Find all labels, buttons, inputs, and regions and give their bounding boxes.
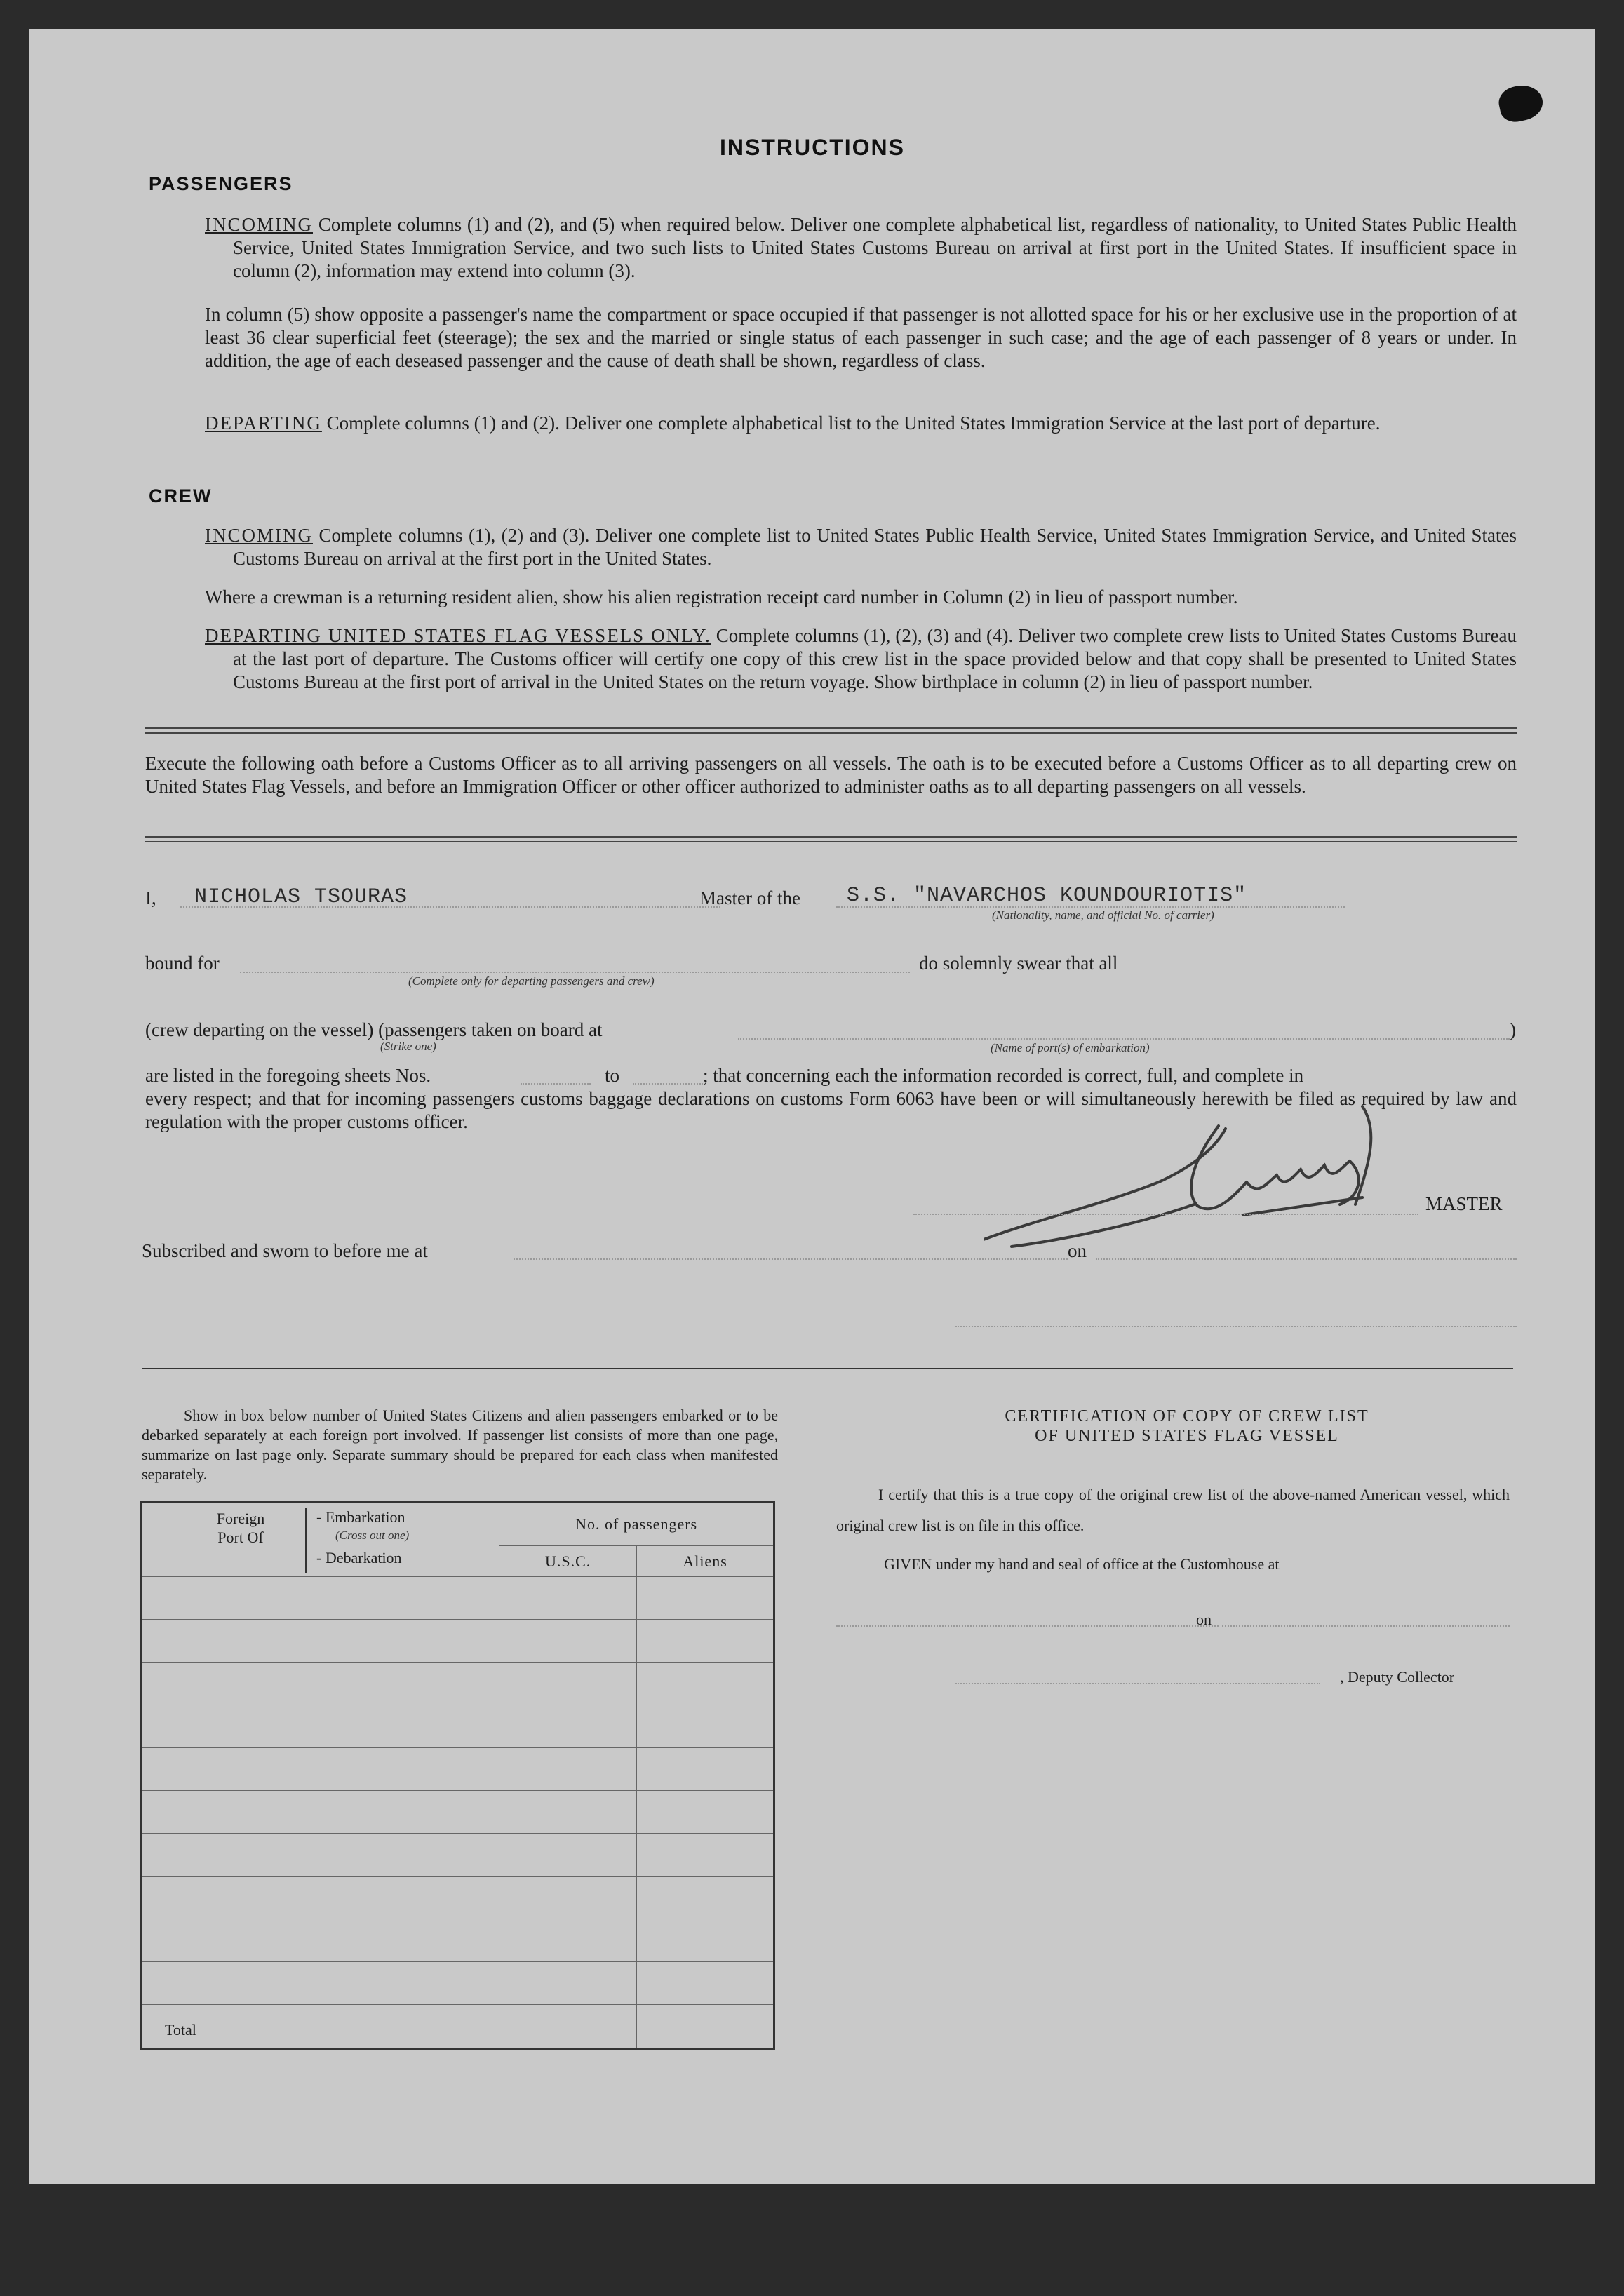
total-usc-cell[interactable] [499, 2005, 637, 2050]
given-text: GIVEN under my hand and seal of office at the Customhouse at [884, 1555, 1280, 1573]
close-paren: ) [1510, 1019, 1516, 1040]
crew-resident-paragraph: Where a crewman is a returning resident alien, show his alien registration receipt card number in Column (2) in lieu of passport number. [205, 586, 1238, 607]
passengers-departing-text: Complete columns (1) and (2). Deliver one complete alphabetical list to the United States Immigration Service at the last port of departure. [326, 412, 1381, 434]
usc-cell[interactable] [499, 1791, 637, 1834]
section-rule [142, 1368, 1513, 1369]
passengers-departing-label: DEPARTING [205, 412, 322, 434]
usc-cell[interactable] [499, 1748, 637, 1791]
table-row [142, 1791, 774, 1834]
usc-cell[interactable] [499, 1919, 637, 1962]
certification-on-label: on [1196, 1611, 1212, 1628]
total-label: Total [142, 2005, 499, 2050]
sheet-to-line [633, 1083, 703, 1085]
bound-for-line [240, 972, 910, 973]
table-header-port [142, 1503, 499, 1577]
table-row [142, 1577, 774, 1620]
divider-lower [145, 836, 1517, 842]
oath-intro-paragraph: Execute the following oath before a Customs Officer as to all arriving passengers on all vessels. The oath is to be executed before a Customs Officer as to all departing crew on United States Flag Vessels, and before an Immigration Officer or other officer authorized to administer oaths as to all departing passengers on all vessels. [145, 753, 1517, 797]
debarkation-label: - Debarkation [316, 1549, 402, 1566]
brace-mark [305, 1508, 307, 1573]
passengers-incoming-paragraph [205, 213, 1517, 283]
aliens-cell[interactable] [637, 1705, 774, 1748]
listed-prefix: are listed in the foregoing sheets Nos. [145, 1065, 431, 1086]
divider-upper [145, 727, 1517, 734]
passengers-departing-paragraph [205, 412, 1517, 435]
aliens-cell[interactable] [637, 1834, 774, 1877]
usc-cell[interactable] [499, 1834, 637, 1877]
passengers-incoming-label: INCOMING [205, 214, 313, 235]
crew-incoming-paragraph [205, 524, 1517, 570]
master-of-label: Master of the [699, 887, 800, 908]
certification-date-line [1222, 1625, 1510, 1627]
passengers-column5-paragraph: In column (5) show opposite a passenger's name the compartment or space occupied if that passenger is not allotted space for his or her exclusive use in the proportion of at least 36 clear superficial feet (steerage); the sex and the married or single status of each passenger in such case; and the age of each passenger of 8 years or under. In addition, the age of each deseased passenger and the cause of death shall be shown, regardless of class. [205, 304, 1517, 371]
usc-cell[interactable] [499, 1577, 637, 1620]
usc-cell[interactable] [499, 1620, 637, 1663]
crew-heading: CREW [149, 485, 213, 506]
certification-title-line1: CERTIFICATION OF COPY OF CREW LIST [1005, 1407, 1369, 1425]
sheet-from-line [521, 1083, 591, 1085]
port-cell[interactable] [142, 1620, 499, 1663]
port-cell[interactable] [142, 1791, 499, 1834]
listed-rest: every respect; and that for incoming passengers customs baggage declarations on customs Form 6063 have been or will simultaneously herewith be filed as required by law and regulation with the proper customs officer. [145, 1088, 1517, 1132]
crew-departing-paragraph [205, 624, 1517, 694]
port-cell[interactable] [142, 1962, 499, 2005]
oath-i-label: I, [145, 887, 156, 908]
swear-text: do solemnly swear that all [919, 953, 1118, 974]
aliens-cell[interactable] [637, 1577, 774, 1620]
aliens-cell[interactable] [637, 1877, 774, 1919]
listed-suffix: ; that concerning each the information recorded is correct, full, and complete in [703, 1065, 1304, 1086]
master-label: MASTER [1425, 1193, 1503, 1214]
aliens-cell[interactable] [637, 1748, 774, 1791]
usc-cell[interactable] [499, 1962, 637, 2005]
crew-departing-text: Complete columns (1), (2), (3) and (4). Deliver two complete crew lists to United States Customs Bureau at the last port of departure. The Customs officer will certify one copy of this crew list in the space provided below and that copy shall be presented to United States Customs Bureau at the first port of arrival in the United States on the return voyage. Show birthplace in column (2) in lieu of passport number. [233, 625, 1517, 692]
passenger-summary-table [140, 1501, 775, 2050]
usc-cell[interactable] [499, 1663, 637, 1705]
subscribed-label: Subscribed and sworn to before me at [142, 1240, 428, 1261]
summary-instructions: Show in box below number of United States Citizens and alien passengers embarked or to be debarked separately at each foreign port involved. If passenger list consists of more than one page, summarize on last page only. Separate summary should be prepared for each class when manifested separately. [142, 1407, 778, 1483]
crew-departing-text: (crew departing on the vessel) (passengers taken on board at [145, 1019, 603, 1040]
vessel-caption: (Nationality, name, and official No. of carrier) [992, 908, 1214, 922]
port-cell[interactable] [142, 1919, 499, 1962]
usc-cell[interactable] [499, 1705, 637, 1748]
total-aliens-cell[interactable] [637, 2005, 774, 2050]
cross-out-label: (Cross out one) [335, 1529, 410, 1542]
embarkation-line [738, 1038, 1510, 1040]
usc-cell[interactable] [499, 1877, 637, 1919]
master-signature [984, 1099, 1418, 1268]
aliens-header: Aliens [637, 1546, 774, 1577]
certification-title-line2: OF UNITED STATES FLAG VESSEL [1035, 1427, 1339, 1445]
port-cell[interactable] [142, 1877, 499, 1919]
bound-for-label: bound for [145, 953, 220, 974]
table-row [142, 1962, 774, 2005]
table-row [142, 1919, 774, 1962]
table-row [142, 1663, 774, 1705]
table-row [142, 1834, 774, 1877]
embarkation-caption: (Name of port(s) of embarkation) [991, 1041, 1150, 1054]
crew-incoming-text: Complete columns (1), (2) and (3). Deliver one complete list to United States Public Health Service, United States Immigration Service, and United States Customs Bureau on arrival at the first port in the United States. [233, 525, 1517, 569]
deputy-collector-line [955, 1683, 1320, 1684]
vessel-name-field[interactable]: S.S. "NAVARCHOS KOUNDOURIOTIS" [847, 884, 1247, 908]
aliens-cell[interactable] [637, 1962, 774, 2005]
port-cell[interactable] [142, 1834, 499, 1877]
ink-blot [1496, 81, 1545, 125]
total-row [142, 2005, 774, 2050]
port-cell[interactable] [142, 1663, 499, 1705]
passengers-incoming-text: Complete columns (1) and (2), and (5) when required below. Deliver one complete alphabetical list, regardless of nationality, to United States Public Health Service, United States Immigration Service, and two such lists to United States Customs Bureau on arrival at first port in the United States. If insufficient space in column (2), information may extend into column (3). [233, 214, 1517, 281]
page-title: INSTRUCTIONS [720, 135, 905, 160]
foreign-port-label: Foreign Port Of [216, 1510, 265, 1546]
crew-incoming-label: INCOMING [205, 525, 313, 546]
table-row [142, 1748, 774, 1791]
passengers-heading: PASSENGERS [149, 173, 293, 194]
aliens-cell[interactable] [637, 1663, 774, 1705]
officer-signature-line [955, 1326, 1517, 1327]
master-signature-line [913, 1214, 1418, 1215]
subscribed-date-line [1096, 1258, 1517, 1260]
no-passengers-header: No. of passengers [499, 1503, 774, 1546]
listed-to: to [605, 1065, 620, 1086]
certify-text: I certify that this is a true copy of the original crew list of the above-named American vessel, which original crew list is on file in this office. [836, 1486, 1510, 1534]
subscribed-on-label: on [1068, 1240, 1087, 1261]
table-row [142, 1620, 774, 1663]
subscribed-place-line [514, 1258, 1068, 1260]
deputy-collector-label: , Deputy Collector [1340, 1668, 1455, 1686]
embarkation-label: - Embarkation [316, 1508, 405, 1526]
usc-header: U.S.C. [499, 1546, 637, 1577]
master-name-field[interactable]: NICHOLAS TSOURAS [194, 885, 408, 909]
crew-departing-label: DEPARTING UNITED STATES FLAG VESSELS ONLY. [205, 625, 711, 646]
port-cell[interactable] [142, 1577, 499, 1620]
port-cell[interactable] [142, 1748, 499, 1791]
table-row [142, 1705, 774, 1748]
port-cell[interactable] [142, 1705, 499, 1748]
aliens-cell[interactable] [637, 1919, 774, 1962]
aliens-cell[interactable] [637, 1620, 774, 1663]
customhouse-line [836, 1625, 1219, 1627]
table-row [142, 1877, 774, 1919]
bound-for-caption: (Complete only for departing passengers and crew) [408, 974, 655, 988]
document-page [29, 29, 1595, 2184]
strike-caption: (Strike one) [380, 1040, 436, 1053]
aliens-cell[interactable] [637, 1791, 774, 1834]
